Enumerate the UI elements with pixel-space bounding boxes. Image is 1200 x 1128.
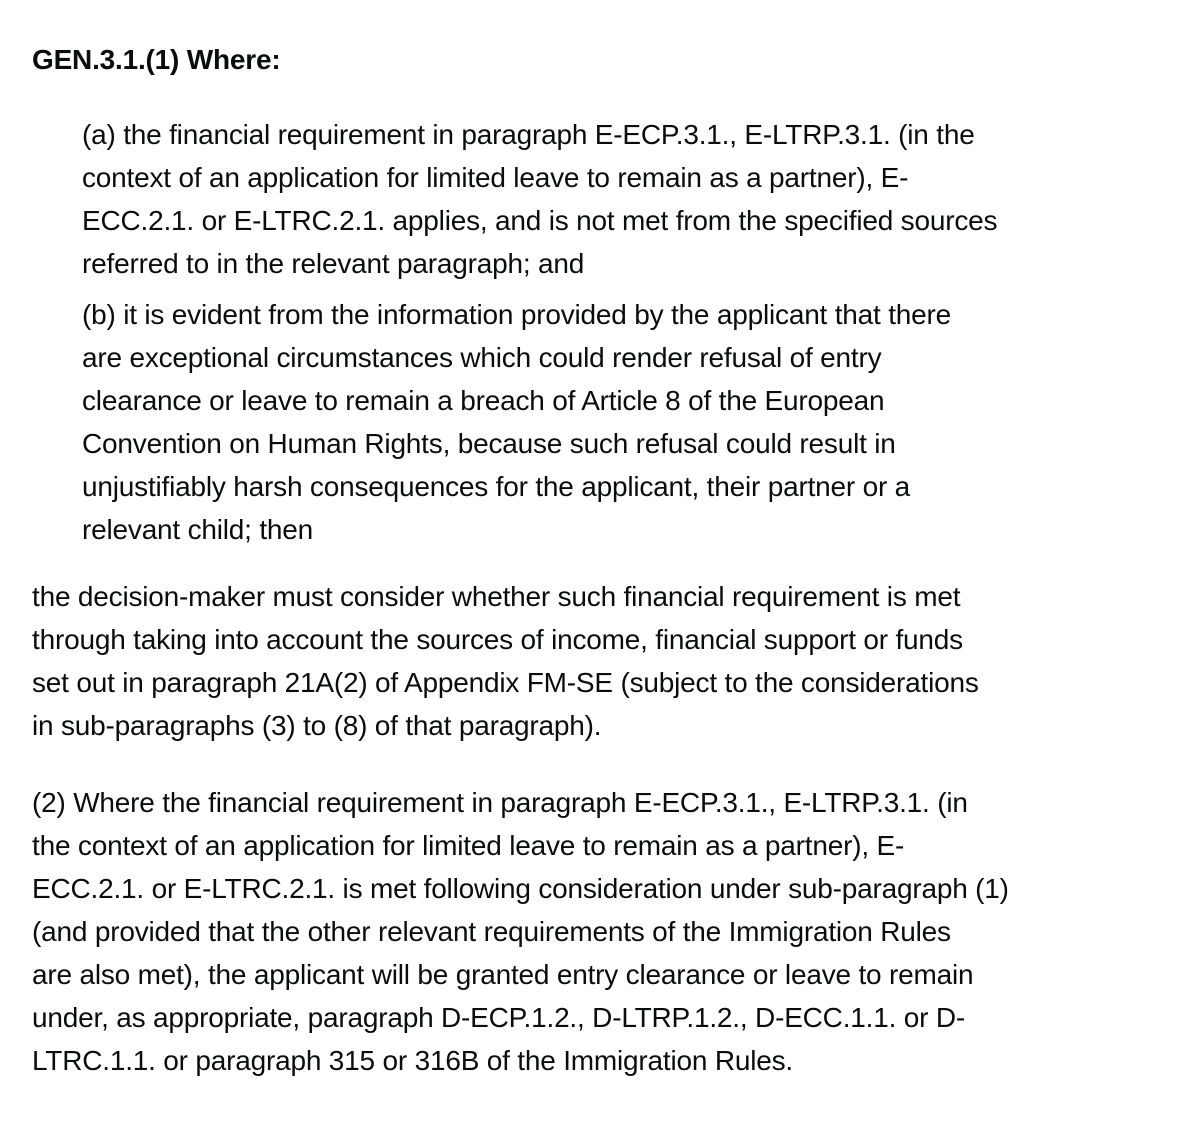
text-line: are also met), the applicant will be granted entry clearance or leave to remain (32, 959, 974, 990)
text-line: Convention on Human Rights, because such refusal could result in (82, 428, 896, 459)
list-item (82, 113, 1132, 285)
text-line: are exceptional circumstances which could render refusal of entry (82, 342, 882, 373)
text-line: (and provided that the other relevant requirements of the Immigration Rules (32, 916, 951, 947)
text-line: LTRC.1.1. or paragraph 315 or 316B of the Immigration Rules. (32, 1045, 793, 1076)
text-line: in sub-paragraphs (3) to (8) of that paragraph). (32, 710, 602, 741)
decision-maker-paragraph (32, 575, 1142, 747)
text-line: relevant child; then (82, 514, 314, 545)
text-line: set out in paragraph 21A(2) of Appendix FM-SE (subject to the considerations (32, 667, 979, 698)
condition-list (82, 113, 1132, 551)
text-line: the decision-maker must consider whether such financial requirement is met (32, 581, 961, 612)
grant-paragraph (32, 781, 1142, 1082)
text-line: (2) Where the financial requirement in paragraph E-ECP.3.1., E-LTRP.3.1. (in (32, 787, 968, 818)
text-line: referred to in the relevant paragraph; and (82, 248, 585, 279)
text-line: (b) it is evident from the information provided by the applicant that there (82, 299, 952, 330)
text-line: ECC.2.1. or E-LTRC.2.1. applies, and is not met from the specified sources (82, 205, 998, 236)
section-heading: GEN.3.1.(1) Where: (32, 44, 281, 75)
list-item (82, 293, 1132, 551)
text-line: context of an application for limited leave to remain as a partner), E- (82, 162, 909, 193)
text-line: the context of an application for limited leave to remain as a partner), E- (32, 830, 905, 861)
text-line: through taking into account the sources of income, financial support or funds (32, 624, 963, 655)
text-line: ECC.2.1. or E-LTRC.2.1. is met following consideration under sub-paragraph (1) (32, 873, 1009, 904)
text-line: clearance or leave to remain a breach of Article 8 of the European (82, 385, 885, 416)
text-line: (a) the financial requirement in paragraph E-ECP.3.1., E-LTRP.3.1. (in the (82, 119, 975, 150)
text-line: under, as appropriate, paragraph D-ECP.1.2., D-LTRP.1.2., D-ECC.1.1. or D- (32, 1002, 965, 1033)
text-line: unjustifiably harsh consequences for the applicant, their partner or a (82, 471, 911, 502)
